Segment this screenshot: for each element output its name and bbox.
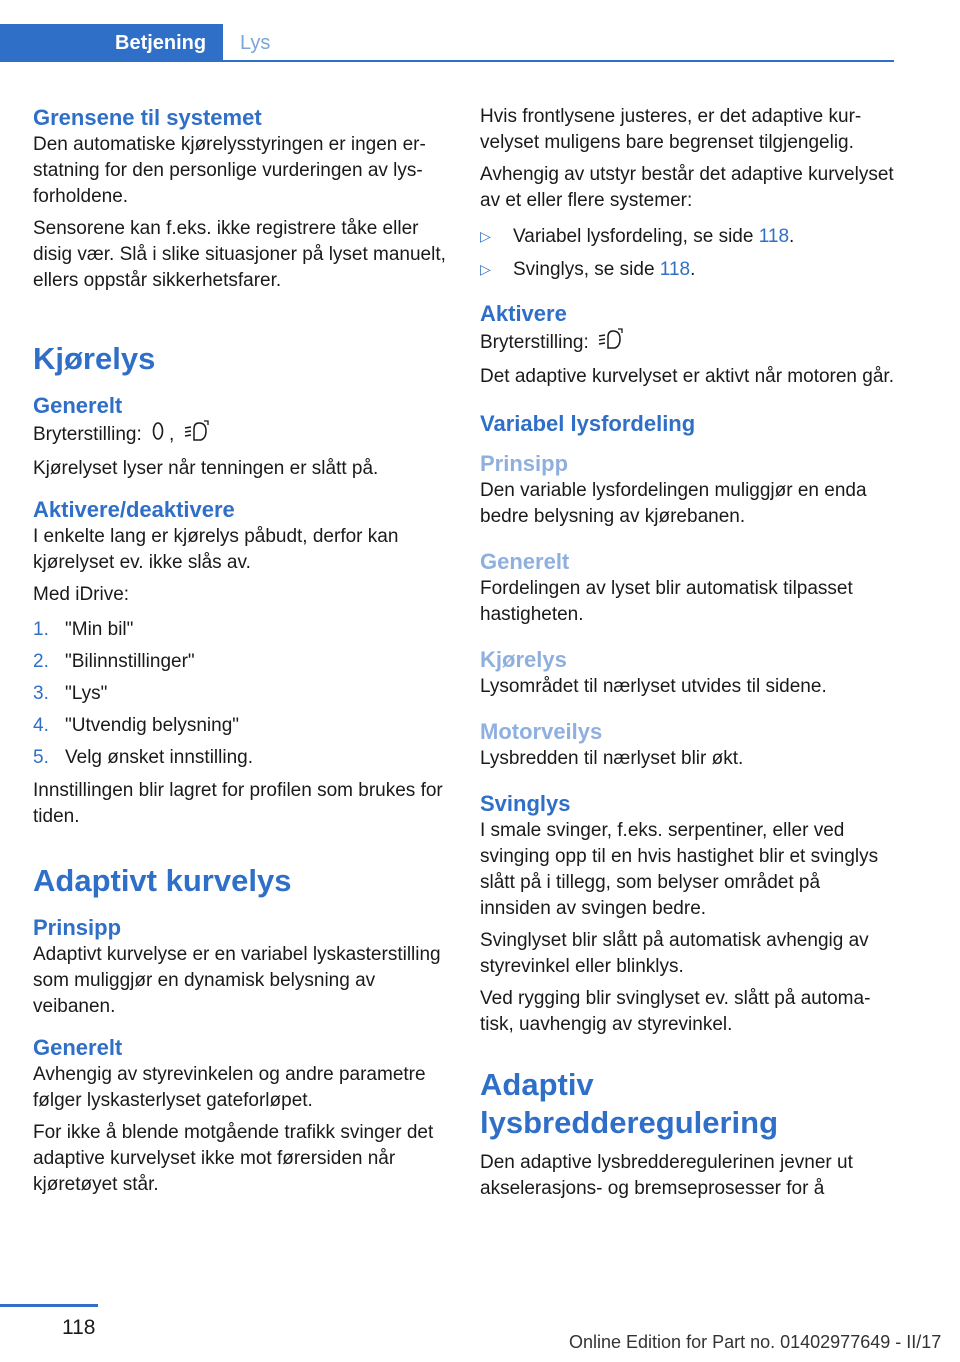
step-number: 4. xyxy=(33,715,49,736)
page-link[interactable]: 118 xyxy=(659,259,691,280)
switch-separator: , xyxy=(169,424,175,446)
tab-lys[interactable]: Lys xyxy=(240,32,271,54)
idrive-steps-list xyxy=(33,614,447,774)
paragraph: Lysbredden til nærlyset blir økt. xyxy=(480,748,744,769)
paragraph: Adaptivt kurvelyse er en variabel lyskasterstilling som muliggjør en dynamisk belysning av veibanen. xyxy=(33,944,441,1017)
step-number: 1. xyxy=(33,619,49,640)
step-number: 5. xyxy=(33,747,49,768)
paragraph: Den automatiske kjørelysstyringen er ingen erstatning for den personlige vurderingen av lysforholdene. xyxy=(33,134,426,207)
bullet-triangle-icon: ▷ xyxy=(480,261,491,277)
list-item xyxy=(33,710,447,742)
footer-rule xyxy=(0,1304,98,1307)
systems-list xyxy=(480,220,894,286)
list-item xyxy=(33,742,447,774)
paragraph: Den variable lysfordelingen muliggjør en enda bedre belysning av kjørebanen. xyxy=(480,480,867,527)
switch-position-line xyxy=(33,420,447,450)
step-number: 3. xyxy=(33,683,49,704)
paragraph: Ved rygging blir svinglyset ev. slått på automatisk, uavhengig av styrevinkel. xyxy=(480,988,871,1035)
paragraph: Fordelingen av lyset blir automatisk tilpasset hastigheten. xyxy=(480,578,853,625)
bullet-text: Svinglys, se side xyxy=(513,259,660,280)
step-text: "Bilinnstillinger" xyxy=(65,651,195,672)
paragraph: Hvis frontlysene justeres, er det adaptive kurvelyset muligens bare begrenset tilgjengelig. xyxy=(480,106,862,153)
page-link[interactable]: 118 xyxy=(758,226,790,247)
step-text: Velg ønsket innstilling. xyxy=(65,747,253,768)
switch-label: Bryterstilling: xyxy=(480,332,589,354)
section-title-prinsipp: Prinsipp xyxy=(33,915,122,940)
section-title-grensene: Grensene til systemet xyxy=(33,105,262,130)
paragraph: Innstillingen blir lagret for profilen som brukes for tiden. xyxy=(33,780,443,827)
bullet-triangle-icon: ▷ xyxy=(480,228,491,244)
edition-note: Online Edition for Part no. 01402977649 - II/17 xyxy=(569,1332,942,1352)
heading-kjorelys: Kjørelys xyxy=(33,341,156,376)
section-title-generelt: Generelt xyxy=(33,393,123,418)
switch-label: Bryterstilling: xyxy=(33,424,142,446)
section-title-svinglys: Svinglys xyxy=(480,791,571,816)
paragraph: Med iDrive: xyxy=(33,584,130,605)
step-text: "Lys" xyxy=(65,683,108,704)
subsection-title-motorveilys: Motorveilys xyxy=(480,719,603,744)
page-number: 118 xyxy=(62,1316,96,1339)
paragraph: Det adaptive kurvelyset er aktivt når motoren går. xyxy=(480,366,894,387)
list-item xyxy=(480,220,894,253)
subsection-title-generelt: Generelt xyxy=(480,549,570,574)
switch-position-auto-light-icon xyxy=(184,420,210,450)
left-column xyxy=(33,104,447,1204)
list-item xyxy=(33,646,447,678)
step-text: "Utvendig belysning" xyxy=(65,715,240,736)
paragraph: I enkelte lang er kjørelys påbudt, derfor kan kjørelyset ev. ikke slås av. xyxy=(33,526,399,573)
section-title-variabel: Variabel lysfordeling xyxy=(480,411,696,436)
subsection-title-prinsipp: Prinsipp xyxy=(480,451,569,476)
step-text: "Min bil" xyxy=(65,619,134,640)
list-item xyxy=(33,614,447,646)
paragraph: Svinglyset blir slått på automatisk avhengig av styrevinkel eller blinklys. xyxy=(480,930,869,977)
tab-betjening[interactable]: Betjening xyxy=(0,24,223,62)
switch-position-0-icon xyxy=(151,420,165,450)
paragraph: Lysområdet til nærlyset utvides til sidene. xyxy=(480,676,827,697)
section-title-aktivere-right: Aktivere xyxy=(480,301,567,326)
paragraph: I smale svinger, f.eks. serpentiner, eller ved svinging opp til en hvis hastighet blir et svinglys slått på i tillegg, som belyser området på innsiden av svingen bedre. xyxy=(480,820,879,919)
list-item xyxy=(480,253,894,286)
paragraph: Sensorene kan f.eks. ikke registrere tåke eller disig vær. Slå i slike situasjoner på lyset manuelt, ellers oppstår sikkerhetsfarer. xyxy=(33,218,446,291)
paragraph: Avhengig av styrevinkelen og andre parametre følger lyskasterlyset gateforløpet. xyxy=(33,1064,426,1111)
paragraph: Kjørelyset lyser når tenningen er slått på. xyxy=(33,458,379,479)
bullet-text: Variabel lysfordeling, se side xyxy=(513,226,759,247)
section-title-aktivere: Aktivere/deaktivere xyxy=(33,497,235,522)
header-tabbar xyxy=(0,24,894,62)
heading-adaptivt-kurvelys: Adaptivt kurvelys xyxy=(33,863,292,898)
paragraph: Den adaptive lysbredderegulerinen jevner ut akselerasjons- og bremseprosesser for å xyxy=(480,1152,853,1199)
bullet-end: . xyxy=(789,226,795,247)
list-item xyxy=(33,678,447,710)
subsection-title-kjorelys: Kjørelys xyxy=(480,647,567,672)
section-title-generelt-2: Generelt xyxy=(33,1035,123,1060)
bullet-end: . xyxy=(690,259,696,280)
heading-adaptiv-lysbredderegulering: Adaptiv lysbredderegulering xyxy=(480,1067,779,1140)
step-number: 2. xyxy=(33,651,49,672)
paragraph: For ikke å blende motgående trafikk svinger det adaptive kurvelyset ikke mot førersiden når kjøretøyet står. xyxy=(33,1122,434,1195)
paragraph: Avhengig av utstyr består det adaptive kurvelyset av et eller flere systemer: xyxy=(480,164,894,211)
switch-position-auto-light-icon xyxy=(598,328,624,358)
right-column xyxy=(480,104,894,1208)
switch-position-line xyxy=(480,328,894,358)
